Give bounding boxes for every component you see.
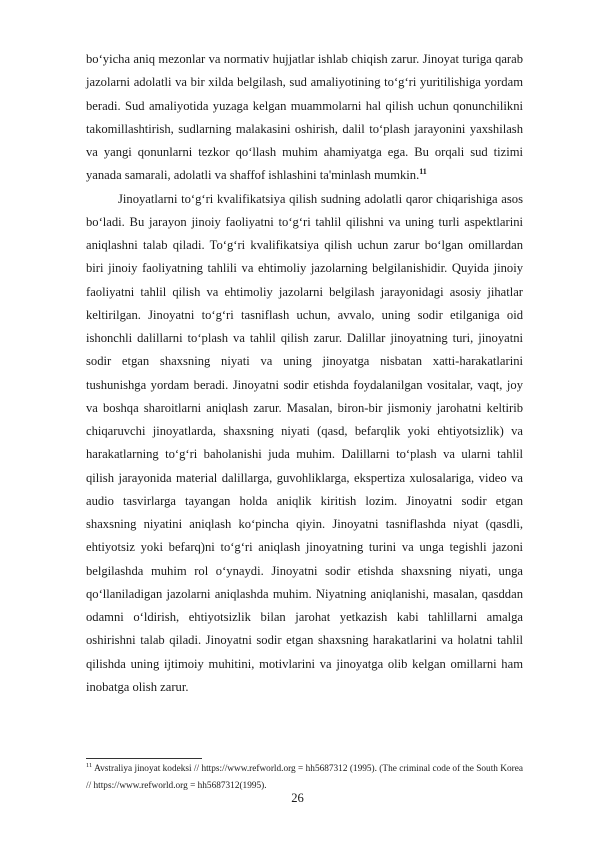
footnote — [86, 761, 523, 795]
page-number: 26 — [291, 791, 304, 805]
document-page — [86, 48, 523, 699]
paragraph-2: Jinoyatlarni to‘g‘ri kvalifikatsiya qilish sudning adolatli qaror chiqarishiga asos bo‘ladi. Bu jarayon jinoiy faoliyatni to‘g‘ri tahlil qilishni va uning turli aspektlarini aniqlashni talab qiladi. To‘g‘ri kvalifikatsiya qilish uchun zarur bo‘lgan omillardan biri jinoiy faoliyatning tahlili va ehtimoliy jazolarning belgilanishidir. Quyida jinoiy faoliyatni tahlil qilish va ehtimoliy jazolarni belgilash jarayonidagi asosiy jihatlar keltirilgan. Jinoyatni to‘g‘ri tasniflash uchun, avvalo, uning sodir etilganiga oid ishonchli dalillarni to‘plash va tahlil qilish zarur. Dalillar jinoyatning turi, jinoyatni sodir etgan shaxsning niyati va uning jinoyatga nisbatan xatti-harakatlarini tushunishga yordam beradi. Jinoyatni sodir etishda foydalanilgan vositalar, vaqt, joy va boshqa sharoitlarni aniqlash zarur. Masalan, biron-bir jismoniy jarohatni keltirib chiqaruvchi jinoyatlarda, shaxsning niyati (qasd, befarqlik yoki ehtiyotsizlik) va harakatlarning to‘g‘ri baholanishi juda muhim. Dalillarni to‘plash va ularni tahlil qilish jarayonida material dalillarga, guvohliklarga, ekspertiza xulosalariga, video va audio tasvirlarga tayangan holda aniqlik kiritish lozim. Jinoyatni sodir etgan shaxsning niyatini aniqlash ko‘pincha qiyin. Jinoyatni tasniflashda niyat (qasdli, ehtiyotsiz yoki befarq)ni to‘g‘ri aniqlash jinoyatning turini va unga tegishli jazoni belgilashda muhim rol o‘ynaydi. Jinoyatni sodir etishda shaxsning niyati, unga qo‘llaniladigan jazolarni aniqlashda muhim. Niyatning aniqlanishi, masalan, qasddan odamni o‘ldirish, ehtiyotsizlik bilan jarohat yetkazish kabi tahlillarni amalga oshirishni talab qiladi. Jinoyatni sodir etgan shaxsning harakatlarini va holatni tahlil qilishda uning ijtimoiy muhitini, motivlarini va jinoyatga olib kelgan omillarni ham inobatga olish zarur. — [86, 191, 523, 694]
paragraph-1-text: bo‘yicha aniq mezonlar va normativ hujjatlar ishlab chiqish zarur. Jinoyat turiga qarab jazolarni adolatli va bir xilda belgilash, sud amaliyotining to‘g‘ri yuritilishiga yordam beradi. Sud amaliyotida yuzaga kelgan muammolarni hal qilish uchun qonunchilikni takomillashtirish, sudlarning malakasini oshirish, dalil to‘plash jarayonini yaxshilash va yangi qonunlarni tezkor qo‘llash muhim ahamiyatga ega. Bu orqali sud tizimi yanada samarali, adolatli va shaffof ishlashini ta'minlash mumkin. — [86, 52, 523, 183]
footnote-text: Avstraliya jinoyat kodeksi // https://www.refworld.org = hh5687312 (1995). (The criminal code of the South Korea // https://www.refworld.org = hh5687312(1995). — [86, 764, 523, 791]
footnote-separator — [86, 758, 202, 759]
footnote-reference[interactable]: 11 — [419, 167, 427, 177]
paragraph-1 — [86, 48, 523, 188]
footnote-number: 11 — [86, 761, 93, 769]
